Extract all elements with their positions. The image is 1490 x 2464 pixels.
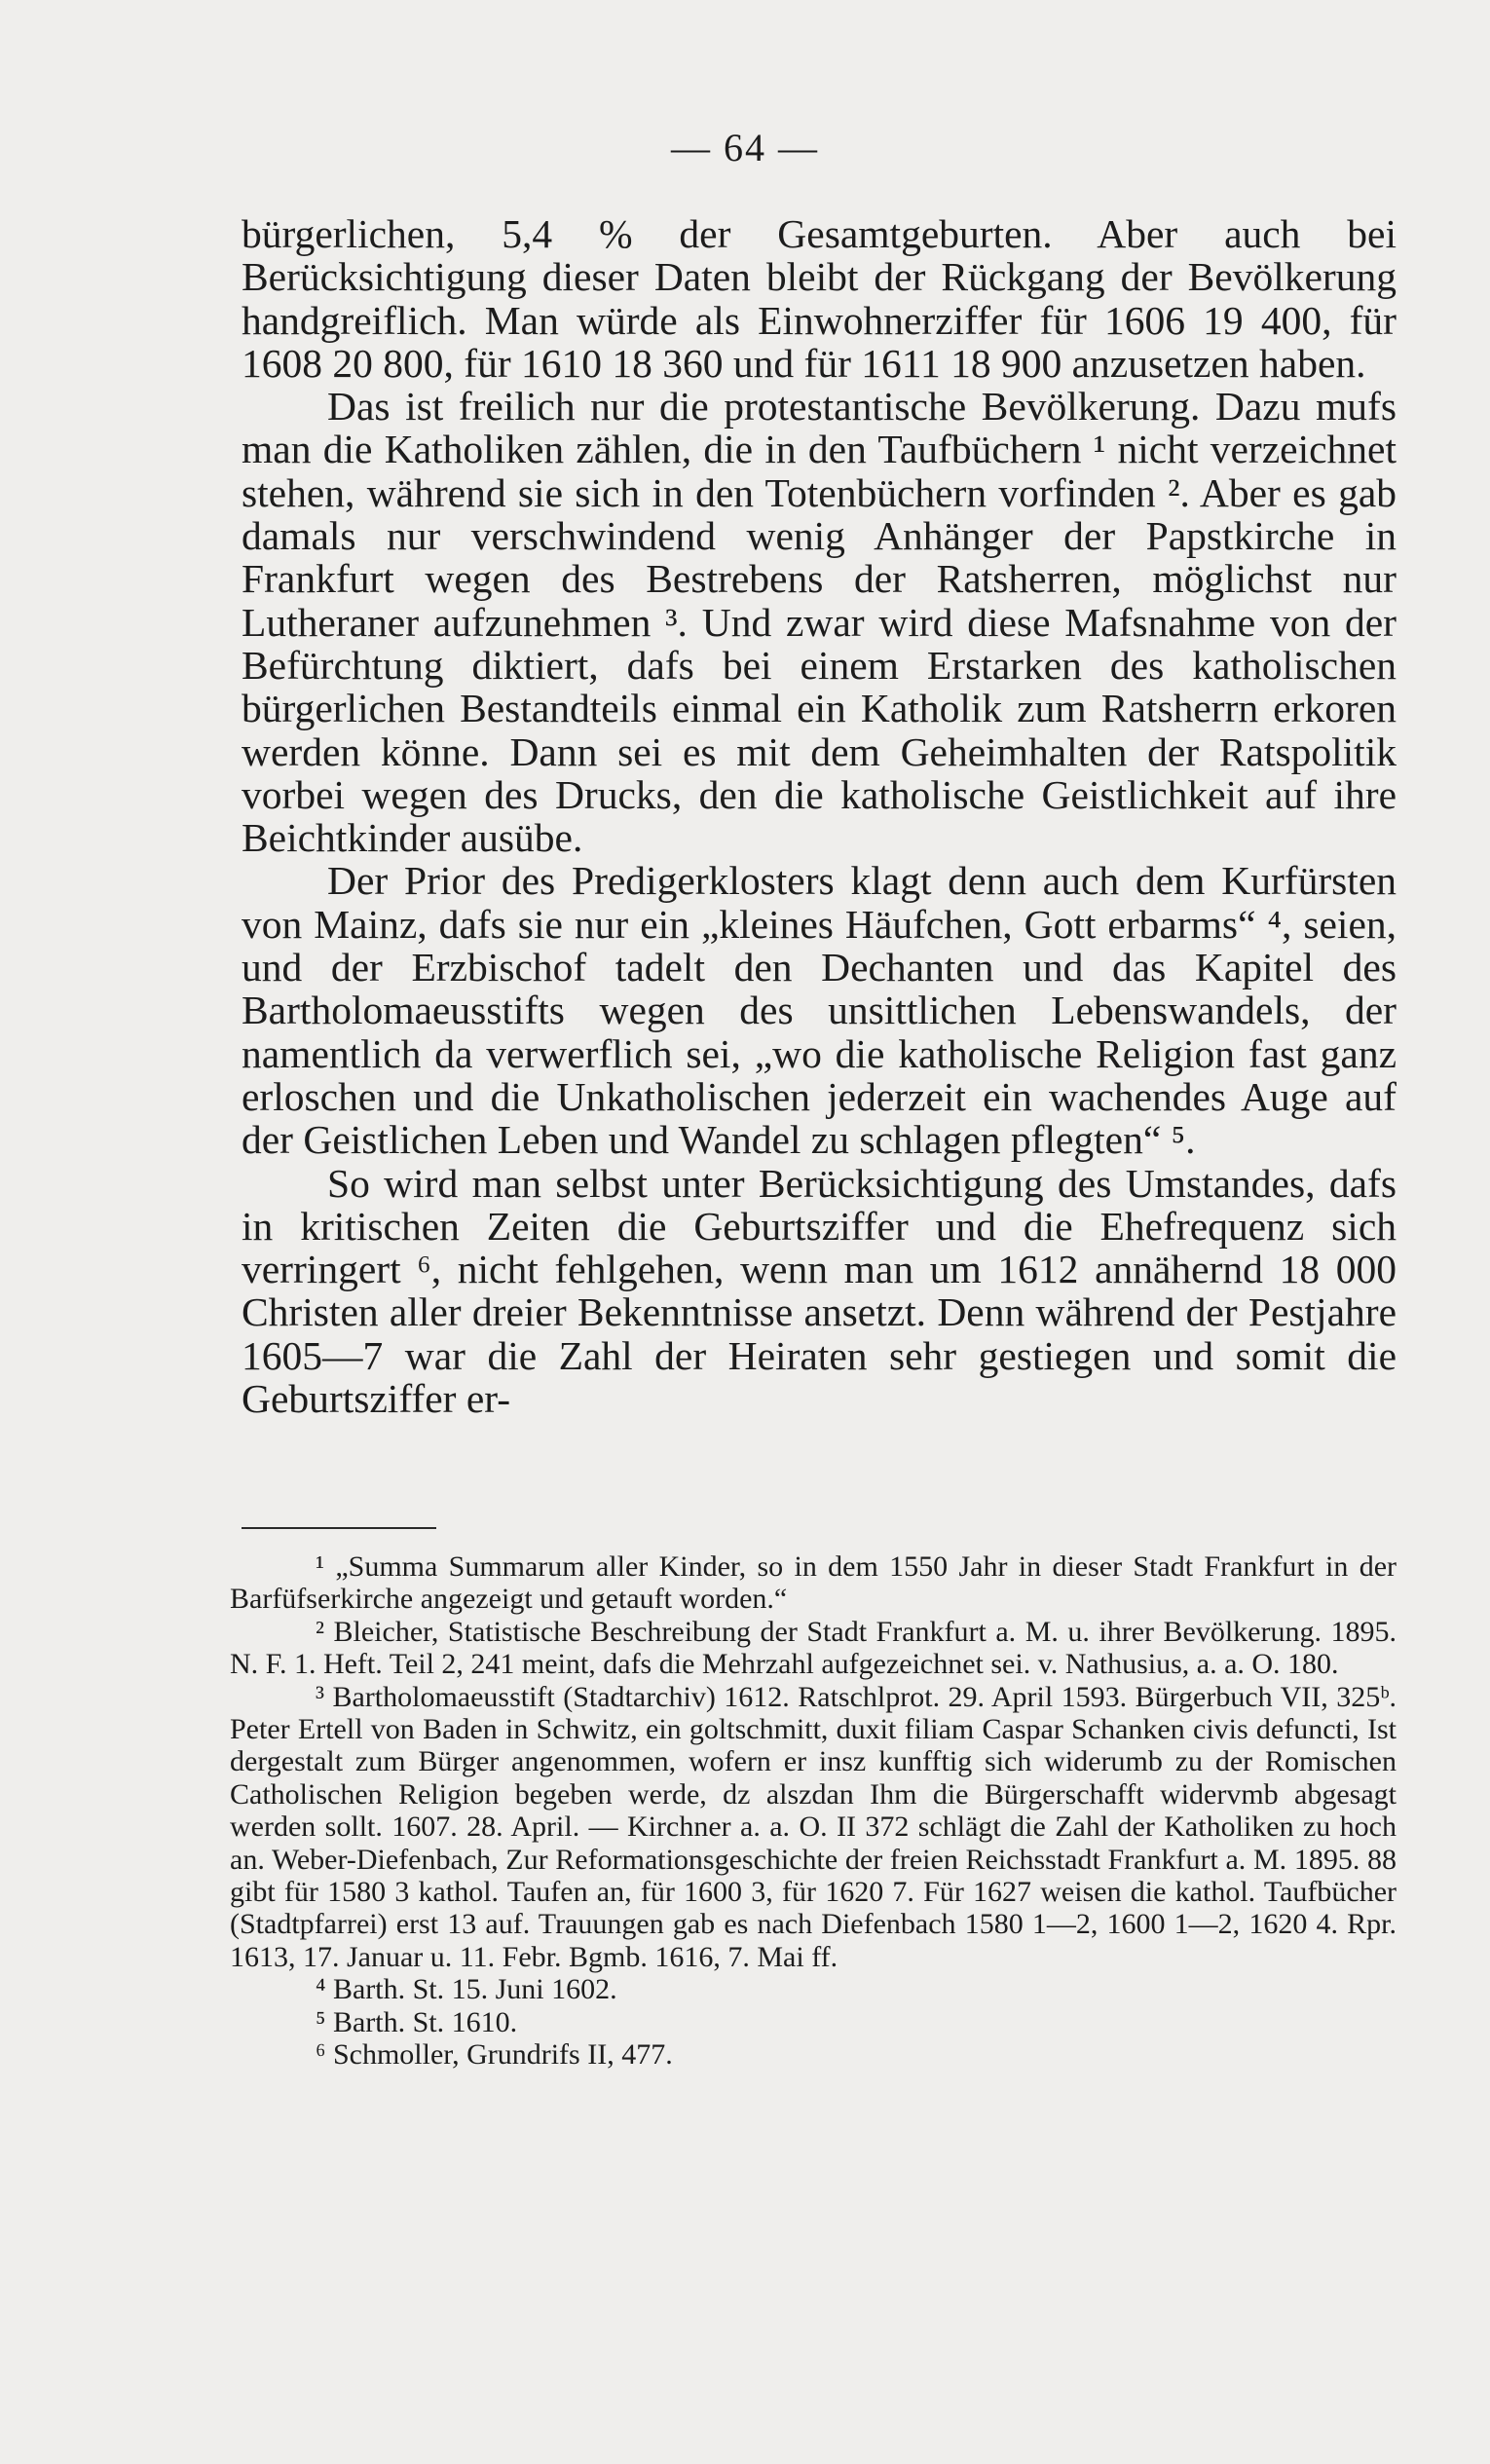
paragraph: Der Prior des Predigerklosters klagt denn auch dem Kurfürsten von Mainz, dafs sie nur ein „kleines Häufchen, Gott erbarms“ ⁴, seien, und der Erzbischof tadelt den Dechanten und das Kapitel des Bartholomaeusstifts wegen des unsittlichen Lebenswandels, der namentlich da verwerflich sei, „wo die katholische Religion fast ganz erloschen und die Unkatholischen jederzeit ein wachendes Auge auf der Geistlichen Leben und Wandel zu schlagen pflegten“ ⁵. xyxy=(242,858,1397,1163)
footnote: ⁴ Barth. St. 15. Juni 1602. xyxy=(316,1973,617,2006)
footnote: ³ Bartholomaeusstift (Stadtarchiv) 1612. Ratschlprot. 29. April 1593. Bürgerbuch VII, 325ᵇ. Peter Ertell von Baden in Schwitz, ein goltschmitt, duxit filiam Caspar Schanken civis defuncti, Ist dergestalt zum Bürger angenommen, wofern er insz kunfftig sich widerumb zu der Romischen Catholischen Religion begeben werde, dz alszdan Ihm die Bürgerschafft widervmb abgesagt werden sollt. 1607. 28. April. — Kirchner a. a. O. II 372 schlägt die Zahl der Katholiken zu hoch an. Weber-Diefenbach, Zur Reformationsgeschichte der freien Reichsstadt Frankfurt a. M. 1895. 88 gibt für 1580 3 kathol. Taufen an, für 1600 3, für 1620 7. Für 1627 weisen die kathol. Taufbücher (Stadtpfarrei) erst 13 auf. Trauungen gab es nach Diefenbach 1580 1—2, 1600 1—2, 1620 4. Rpr. 1613, 17. Januar u. 11. Febr. Bgmb. 1616, 7. Mai ff. xyxy=(230,1680,1397,1973)
main-text xyxy=(242,212,1397,1420)
footnote-divider xyxy=(242,1527,436,1529)
footnotes xyxy=(230,1550,1397,2072)
paragraph: bürgerlichen, 5,4 % der Gesamtgeburten. Aber auch bei Berücksichtigung dieser Daten bleibt der Rückgang der Bevölkerung handgreiflich. Man würde als Einwohnerziffer für 1606 19 400, für 1608 20 800, für 1610 18 360 und für 1611 18 900 anzusetzen haben. xyxy=(242,211,1397,386)
footnote: ⁶ Schmoller, Grundrifs II, 477. xyxy=(316,2038,673,2072)
footnote: ² Bleicher, Statistische Beschreibung der Stadt Frankfurt a. M. u. ihrer Bevölkerung. 1895. N. F. 1. Heft. Teil 2, 241 meint, dafs die Mehrzahl aufgezeichnet sei. v. Nathusius, a. a. O. 180. xyxy=(230,1615,1397,1681)
paragraph: Das ist freilich nur die protestantische Bevölkerung. Dazu mufs man die Katholiken zählen, die in den Taufbüchern ¹ nicht verzeichnet stehen, während sie sich in den Totenbüchern vorfinden ². Aber es gab damals nur verschwindend wenig Anhänger der Papstkirche in Frankfurt wegen des Bestrebens der Ratsherren, möglichst nur Lutheraner aufzunehmen ³. Und zwar wird diese Mafsnahme von der Befürchtung diktiert, dafs bei einem Erstarken des katholischen bürgerlichen Bestandteils einmal ein Katholik zum Ratsherrn erkoren werden könne. Dann sei es mit dem Geheimhalten der Ratspolitik vorbei wegen des Drucks, den die katholische Geistlichkeit auf ihre Beichtkinder ausübe. xyxy=(242,384,1397,861)
page-number: — 64 — xyxy=(671,126,819,169)
footnote: ¹ „Summa Summarum aller Kinder, so in dem 1550 Jahr in dieser Stadt Frankfurt in der Barfüfserkirche angezeigt und getauft worden.“ xyxy=(230,1550,1397,1616)
paragraph: So wird man selbst unter Berücksichtigung des Umstandes, dafs in kritischen Zeiten die Geburtsziffer und die Ehefrequenz sich verringert ⁶, nicht fehlgehen, wenn man um 1612 annähernd 18 000 Christen aller dreier Bekenntnisse ansetzt. Denn während der Pestjahre 1605—7 war die Zahl der Heiraten sehr gestiegen und somit die Geburtsziffer er- xyxy=(242,1160,1397,1422)
footnote: ⁵ Barth. St. 1610. xyxy=(316,2005,518,2038)
